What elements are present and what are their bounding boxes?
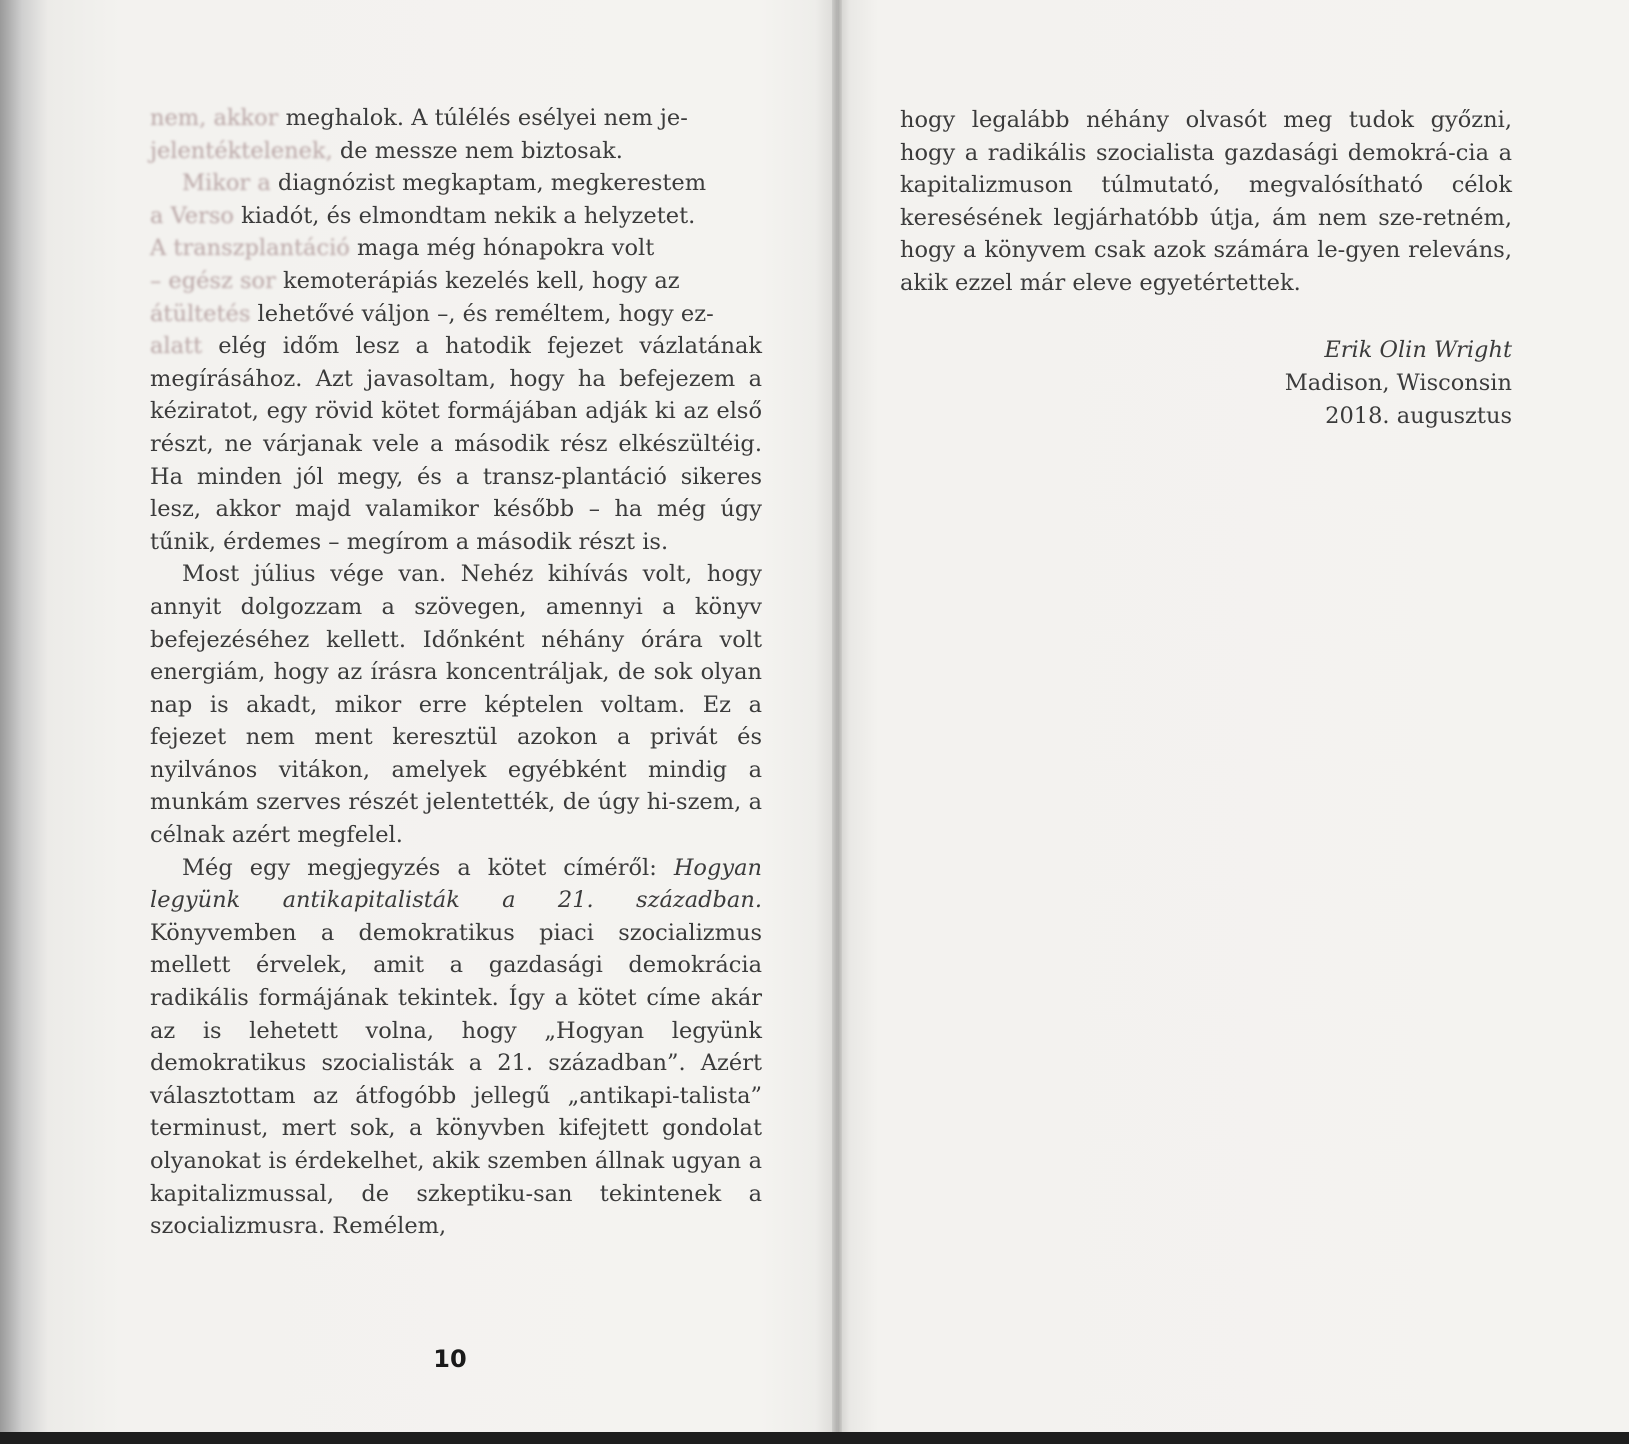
right-page-text (900, 104, 1512, 300)
book-title: Hogyan legyünk antikapitalisták a 21. században. (150, 854, 762, 914)
signature-place: Madison, Wisconsin (1284, 370, 1512, 396)
paragraph-4: Még egy megjegyzés a kötet címéről: Hogyan legyünk antikapitalisták a 21. században. Könyvemben a demokratikus piaci szocializmus mellett érvelek, amit a gazdasági demokrácia radikális formájának tekintek. Így a kötet címe akár az is lehetett volna, hogy „Hogyan legyünk demokratikus szocialisták a 21. században”. Azért választottam az átfogóbb jellegű „antikapi-talista” terminust, mert sok, a könyvben kifejtett gondolat olyanokat is érdekelhet, akik szemben állnak ugyan a kapitalizmussal, de szkeptiku-san tekintenek a szocializmusra. Remélem, (150, 854, 762, 1240)
blurred-fragment: a Verso (150, 202, 234, 229)
paragraph-3: Most július vége van. Nehéz kihívás volt, hogy annyit dolgozzam a szövegen, amennyi a könyv befejezéséhez kellett. Időnként néhány órára volt energiám, hogy az írásra koncentráljak, de sok olyan nap is akadt, mikor erre képtelen voltam. Ez a fejezet nem ment keresztül azokon a privát és nyilvános vitákon, amelyek egyébként mindig a munkám szerves részét jelentették, de úgy hi-szem, a célnak azért megfelel. (150, 561, 762, 849)
signature-date: 2018. augusztus (1325, 403, 1512, 429)
blurred-fragment: nem, akkor (150, 105, 279, 131)
paragraph-2: Mikor a diagnózist megkaptam, megkerestem a Verso kiadót, és elmondtam nekik a helyzetet. A transzplantáció maga még hónapokra volt – egész sor kemoterápiás kezelés kell, hogy az átültetés lehetővé váljon –, és reméltem, hogy ez- alatt elég időm lesz a hatodik fejezet vázlatának megírásához. Azt javasoltam, hogy ha befejezem a kéziratot, egy rövid kötet formájában adják ki az első részt, ne várjanak vele a második rész elkészültéig. Ha minden jól megy, és a transz-plantáció sikeres lesz, akkor majd valamikor később – ha még úgy tűnik, érdemes – megírom a második részt is. (150, 170, 762, 555)
page-number: 10 (433, 1345, 467, 1373)
paragraph-1: nem, akkor meghalok. A túlélés esélyei nem je- jelentéktelenek, de messze nem biztosak. (150, 105, 688, 164)
blurred-fragment: A transzplantáció (150, 235, 350, 262)
blurred-fragment: Mikor a (182, 170, 271, 197)
blurred-fragment: átültetés (150, 300, 251, 327)
blurred-fragment: jelentéktelenek, (150, 137, 333, 164)
blurred-fragment: alatt (150, 333, 203, 360)
paragraph-continued: hogy legalább néhány olvasót meg tudok győzni, hogy a radikális szocialista gazdasági demokrá-cia a kapitalizmuson túlmutató, megvalósítható célok keresésének legjárhatóbb útja, ám nem sze-retném, hogy a könyvem csak azok számára le-gyen releváns, akik ezzel már eleve egyetértettek. (900, 107, 1512, 296)
left-page-text (150, 102, 762, 1243)
signature-block (1100, 334, 1512, 433)
book-gutter (832, 0, 842, 1432)
blurred-fragment: – egész sor (150, 267, 276, 294)
scan-bottom-edge (0, 1432, 1629, 1444)
signature-author: Erik Olin Wright (1324, 337, 1512, 363)
